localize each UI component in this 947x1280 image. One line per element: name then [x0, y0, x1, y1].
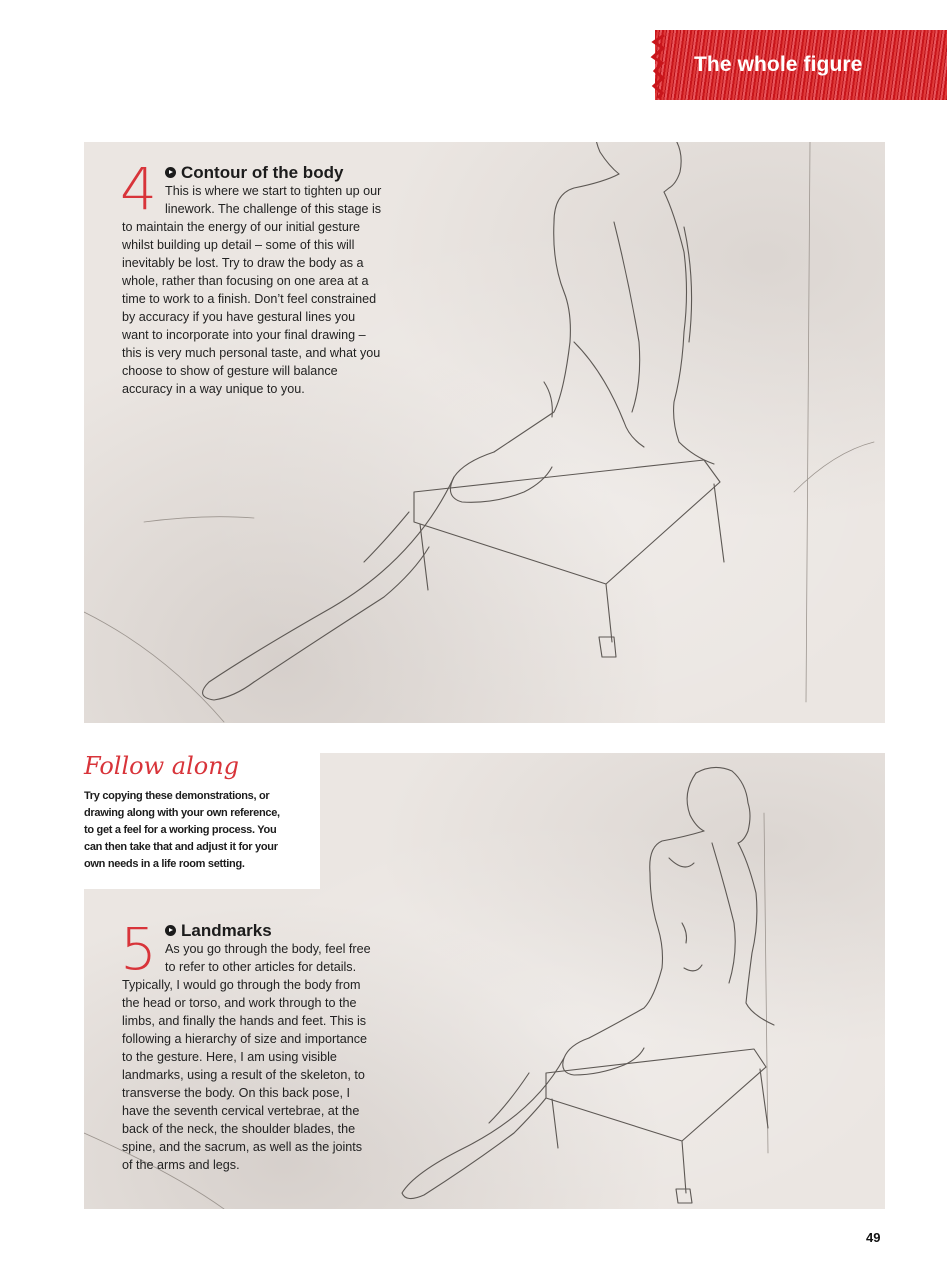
text-line: transverse the body. On this back pose, I [122, 1086, 350, 1100]
text-line: of the arms and legs. [122, 1158, 240, 1172]
text-line: by accuracy if you have gestural lines you [122, 310, 356, 324]
step-5-body [122, 940, 371, 1174]
play-bullet-icon [165, 925, 176, 936]
banner-scribble-edge [650, 30, 670, 100]
follow-along-title: Follow along [84, 752, 240, 780]
text-line: landmarks, using a result of the skeleton, to [122, 1068, 365, 1082]
step-5-title [165, 921, 272, 941]
text-line: whole, rather than focusing on one area at a [122, 274, 369, 288]
text-line: As you go through the body, feel free [165, 942, 371, 956]
text-line: own needs in a life room setting. [84, 858, 245, 870]
play-bullet-icon [165, 167, 176, 178]
text-line: drawing along with your own reference, [84, 807, 280, 819]
text-line: to the gesture. Here, I am using visible [122, 1050, 337, 1064]
text-line: to maintain the energy of our initial gesture [122, 220, 361, 234]
step-4-title-text: Contour of the body [181, 163, 344, 182]
page-number: 49 [866, 1230, 881, 1245]
text-line: this is very much personal taste, and what you [122, 346, 381, 360]
step-4-body [122, 182, 381, 398]
follow-along-body [84, 788, 280, 873]
text-line: can then take that and adjust it for your [84, 841, 278, 853]
step-number-4: 4 [120, 155, 157, 223]
text-line: limbs, and finally the hands and feet. This is [122, 1014, 367, 1028]
step-5-title-text: Landmarks [181, 921, 272, 940]
text-line: linework. The challenge of this stage is [165, 202, 382, 216]
text-line: to refer to other articles for details. [165, 960, 357, 974]
text-line: This is where we start to tighten up our [165, 184, 382, 198]
step-4-title [165, 163, 343, 183]
text-line: whilst building up detail – some of this will [122, 238, 355, 252]
text-line: want to incorporate into your final drawing – [122, 328, 366, 342]
text-line: Try copying these demonstrations, or [84, 790, 270, 802]
text-line: the head or torso, and work through to the [122, 996, 357, 1010]
text-line: spine, and the sacrum, as well as the joints [122, 1140, 363, 1154]
text-line: accuracy in a way unique to you. [122, 382, 305, 396]
text-line: choose to show of gesture will balance [122, 364, 338, 378]
text-line: inevitably be lost. Try to draw the body as a [122, 256, 364, 270]
text-line: following a hierarchy of size and importance [122, 1032, 368, 1046]
text-line: time to work to a finish. Don’t feel constrained [122, 292, 377, 306]
section-title: The whole figure [694, 53, 863, 76]
text-line: to get a feel for a working process. You [84, 824, 277, 836]
text-line: back of the neck, the shoulder blades, the [122, 1122, 356, 1136]
text-line: Typically, I would go through the body from [122, 978, 361, 992]
step-number-5: 5 [120, 915, 157, 983]
text-line: have the seventh cervical vertebrae, at the [122, 1104, 360, 1118]
